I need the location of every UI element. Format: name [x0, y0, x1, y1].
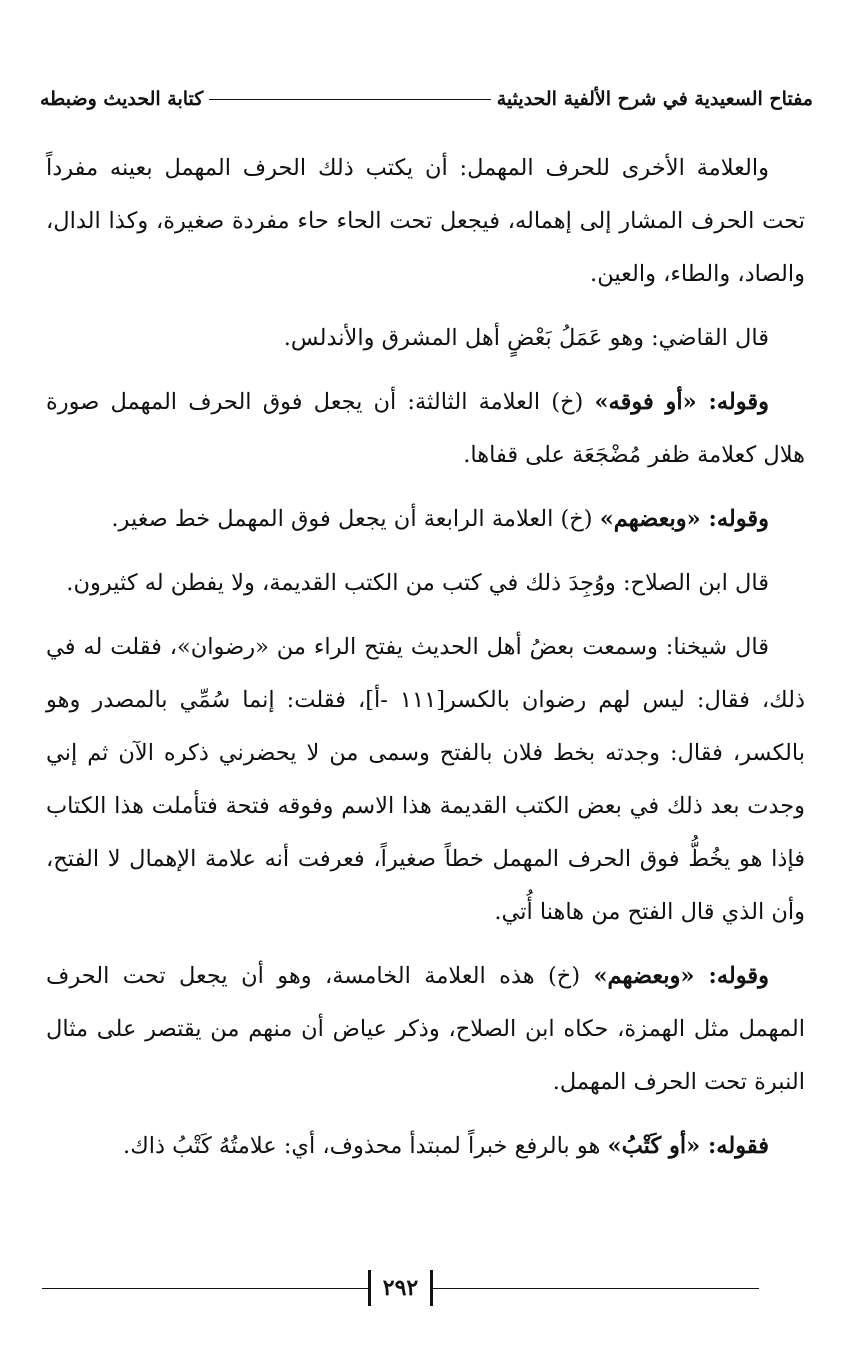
paragraph-1: والعلامة الأخرى للحرف المهمل: أن يكتب ذلك الحرف المهمل بعينه مفرداً تحت الحرف المشار إلى إهماله، فيجعل تحت الحاء حاء مفردة صغيرة، وكذا الدال، والصاد، والطاء، والعين.: [46, 155, 805, 287]
paragraph-7: وقوله: «وبعضهم» (خ) هذه العلامة الخامسة، وهو أن يجعل تحت الحرف المهمل مثل الهمزة، حكاه ابن الصلاح، وذكر عياض أن منهم من يقتصر على مثال النبرة تحت الحرف المهمل.: [46, 963, 805, 1095]
paragraph-5: قال ابن الصلاح: ووُجِدَ ذلك في كتب من الكتب القديمة، ولا يفطن له كثيرون.: [66, 570, 769, 596]
paragraph-4: وقوله: «وبعضهم» (خ) العلامة الرابعة أن يجعل فوق المهمل خط صغير.: [111, 506, 769, 532]
paragraph-6: قال شيخنا: وسمعت بعضُ أهل الحديث يفتح الراء من «رضوان»، فقلت له في ذلك، فقال: ليس لهم رضوان بالكسر[١١١ -أ]، فقلت: إنما سُمِّي بالمصدر وهو بالكسر، فقال: وجدته بخط فلان بالفتح وسمى من لا يحضرني ذكره الآن ثم إني وجدت بعد ذلك في بعض الكتب القديمة هذا الاسم وفوقه فتحة فتأملت هذا الكتاب فإذا هو يخُطُّ فوق الحرف المهمل خطاً صغيراً، فعرفت أنه علامة الإهمال لا الفتح، وأن الذي قال الفتح من هاهنا أُتي.: [46, 634, 805, 925]
paragraph-8: فقوله: «أو كَتْبُ» هو بالرفع خبراً لمبتدأ محذوف، أي: علامتُهُ كَتْبُ ذاك.: [123, 1133, 769, 1159]
page-number: ٢٩٢: [368, 1270, 433, 1306]
paragraph-3: وقوله: «أو فوقه» (خ) العلامة الثالثة: أن يجعل فوق الحرف المهمل صورة هلال كعلامة ظفر مُضْجَعَة على قفاها.: [46, 389, 805, 468]
running-header: [40, 82, 813, 116]
header-book-title: مفتاح السعيدية في شرح الألفية الحديثية: [496, 88, 813, 110]
header-rule: [209, 99, 490, 100]
page-footer: [42, 1266, 759, 1310]
page-body: [46, 142, 805, 1184]
header-chapter-title: كتابة الحديث وضبطه: [40, 88, 204, 110]
footer-rule-right: [433, 1288, 759, 1289]
paragraph-2: قال القاضي: وهو عَمَلُ بَعْضٍ أهل المشرق والأندلس.: [283, 325, 769, 351]
footer-rule-left: [42, 1288, 368, 1289]
